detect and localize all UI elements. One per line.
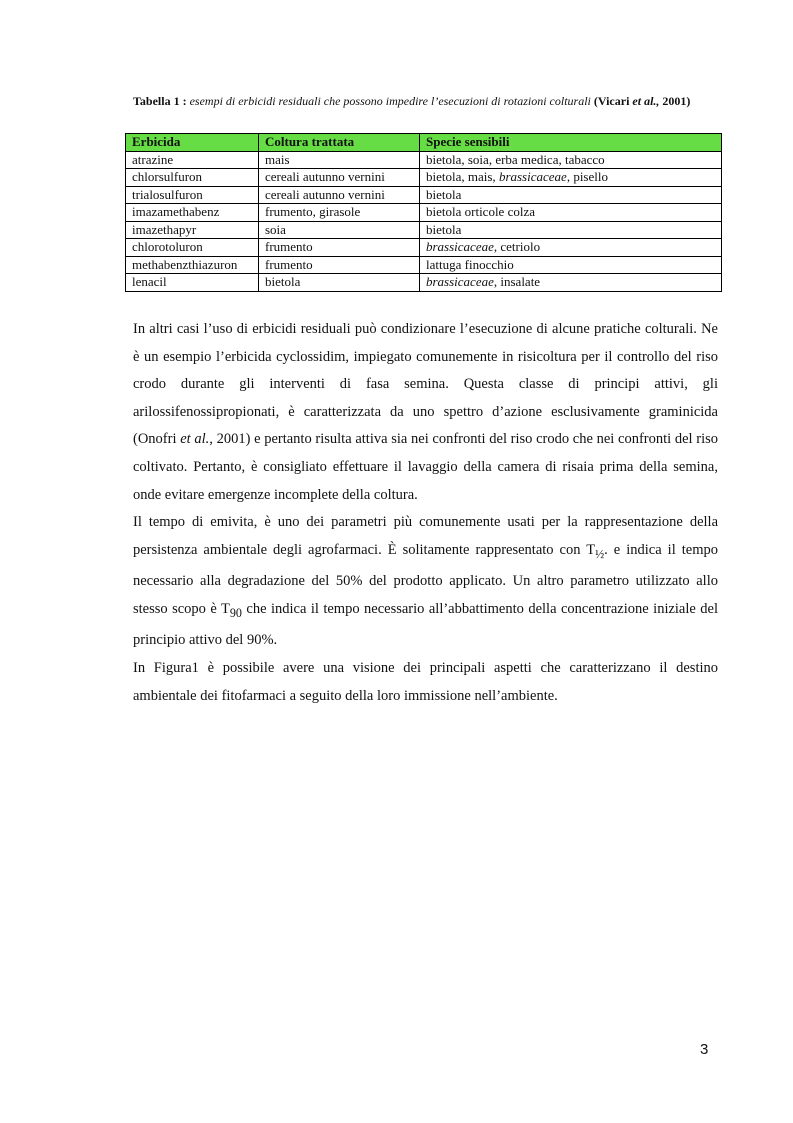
body-text	[133, 316, 718, 710]
paragraph: In altri casi l’uso di erbicidi residuali può condizionare l’esecuzione di alcune pratiche colturali. Ne è un esempio l’erbicida cyclossidim, impiegato comunemente in risicoltura per il controllo del riso crodo durante gli interventi di fasa semina. Questa classe di principi attivi, gli arilossifenossipropionati, è caratterizzata da uno spettro d’azione esclusivamente graminicida (Onofri et al., 2001) e pertanto risulta attiva sia nei confronti del riso crodo che nei confronti del riso coltivato. Pertanto, è consigliato effettuare il lavaggio della camera di risaia prima della semina, onde evitare emergenze incomplete della coltura.	[133, 321, 718, 503]
cell-coltura: bietola	[259, 274, 420, 292]
cell-specie: bietola	[420, 186, 722, 204]
cell-coltura: soia	[259, 221, 420, 239]
table-row	[126, 274, 722, 292]
cell-coltura: cereali autunno vernini	[259, 186, 420, 204]
table-row	[126, 256, 722, 274]
table-row	[126, 186, 722, 204]
caption-text: esempi di erbicidi residuali che possono impedire l’esecuzioni di rotazioni colturali	[186, 94, 591, 108]
cell-specie: brassicaceae, insalate	[420, 274, 722, 292]
table-row	[126, 221, 722, 239]
cell-coltura: mais	[259, 151, 420, 169]
cell-specie: bietola, soia, erba medica, tabacco	[420, 151, 722, 169]
page-number: 3	[700, 1041, 709, 1058]
cell-specie: bietola orticole colza	[420, 204, 722, 222]
cell-erbicida: chlorotoluron	[126, 239, 259, 257]
table-row	[126, 239, 722, 257]
header-erbicida: Erbicida	[126, 134, 259, 152]
table-caption	[133, 94, 718, 109]
caption-label: Tabella 1 :	[133, 94, 187, 108]
herbicide-table	[125, 133, 722, 292]
cell-coltura: frumento	[259, 256, 420, 274]
cell-erbicida: atrazine	[126, 151, 259, 169]
cell-coltura: frumento, girasole	[259, 204, 420, 222]
paragraph: In Figura1 è possibile avere una visione dei principali aspetti che caratterizzano il destino ambientale dei fitofarmaci a seguito della loro immissione nell’ambiente.	[133, 659, 718, 704]
cell-specie: bietola	[420, 221, 722, 239]
table-row	[126, 204, 722, 222]
cell-coltura: frumento	[259, 239, 420, 257]
cell-coltura: cereali autunno vernini	[259, 169, 420, 187]
table-row	[126, 151, 722, 169]
cell-specie: brassicaceae, cetriolo	[420, 239, 722, 257]
table-row	[126, 169, 722, 187]
caption-citation: (Vicari et al., 2001)	[590, 94, 691, 108]
header-coltura: Coltura trattata	[259, 134, 420, 152]
cell-erbicida: imazamethabenz	[126, 204, 259, 222]
cell-erbicida: trialosulfuron	[126, 186, 259, 204]
cell-erbicida: methabenzthiazuron	[126, 256, 259, 274]
table-header-row	[126, 134, 722, 152]
cell-specie: lattuga finocchio	[420, 256, 722, 274]
cell-erbicida: chlorsulfuron	[126, 169, 259, 187]
cell-erbicida: imazethapyr	[126, 221, 259, 239]
cell-specie: bietola, mais, brassicaceae, pisello	[420, 169, 722, 187]
header-specie: Specie sensibili	[420, 134, 722, 152]
cell-erbicida: lenacil	[126, 274, 259, 292]
paragraph: Il tempo di emivita, è uno dei parametri più comunemente usati per la rappresentazione della persistenza ambientale degli agrofarmaci. È solitamente rappresentato con $T_{\frac{1}{2}}$. e indica il tempo necessario alla degradazione del 50% del prodotto applicato. Un altro parametro utilizzato allo stesso scopo è $T_{90}$ che indica il tempo necessario all’abbattimento della concentrazione iniziale del principio attivo del 90%.	[133, 514, 718, 649]
